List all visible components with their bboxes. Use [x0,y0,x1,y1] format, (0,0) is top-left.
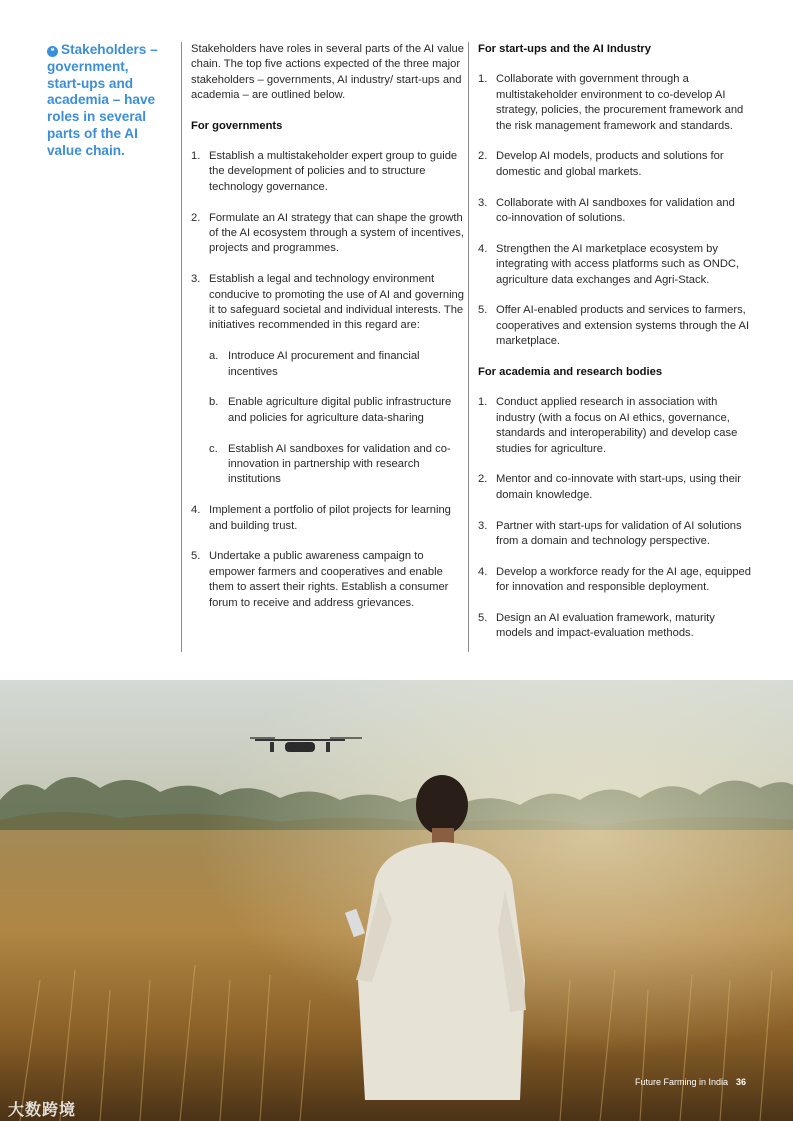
sub-list-item [209,442,468,488]
list-letter: c. [209,442,218,455]
list-item [478,72,753,134]
farmer-drone-photo [0,680,793,1121]
list-item-text: Formulate an AI strategy that can shape the growth of the AI ecosystem through a system of incentives, projects and programmes. [209,211,464,255]
watermark [8,1097,76,1120]
list-number: 1. [478,396,488,409]
list-item [478,196,753,227]
governments-column [181,42,468,652]
list-item [478,395,753,457]
list-number: 5. [191,550,201,563]
list-item [191,211,468,257]
list-item [478,611,753,642]
list-item-text: Partner with start-ups for validation of AI solutions from a domain and technology perspective. [496,519,742,548]
pull-quote-text: Stakeholders – government, start-ups and academia – have roles in several parts of the AI value chain. [47,42,158,158]
quote-icon: ❝ [47,46,58,57]
list-item [191,272,468,488]
list-item-text: Establish a legal and technology environment conducive to promoting the use of AI and governing it to safeguard societal and individual interests. The initiatives recommended in this regard are: [209,273,464,332]
startups-academia-column [468,42,753,652]
photo-illustration [0,680,793,1121]
list-item [478,242,753,288]
list-item [478,149,753,180]
sub-list-item-text: Establish AI sandboxes for validation and co-innovation in partnership with research institutions [228,442,451,486]
academia-heading: For academia and research bodies [478,366,663,379]
list-number: 4. [478,242,488,255]
list-item-text: Conduct applied research in association with industry (with a focus on AI ethics, governance, standards and interoperability) and develop case studies for agriculture. [496,396,738,455]
list-item-text: Collaborate with government through a multistakeholder environment to co-develop AI strategy, policies, the procurement framework and the risk management framework and standards. [496,73,744,132]
list-item [191,549,468,611]
intro-paragraph: Stakeholders have roles in several parts of the AI value chain. The top five actions expected of the three major stakeholders – governments, AI industry/ start-ups and academia – are outlined below. [191,43,465,102]
sub-list-item-text: Enable agriculture digital public infrastructure and policies for agriculture data-sharing [228,396,452,424]
list-number: 5. [478,304,488,317]
list-number: 2. [478,150,488,163]
list-number: 3. [478,519,488,532]
list-number: 3. [478,196,488,209]
startups-heading: For start-ups and the AI Industry [478,43,652,55]
list-letter: b. [209,396,219,409]
watermark-text: 大数跨境 [8,1102,77,1119]
list-number: 4. [478,565,488,578]
list-item [191,503,468,534]
startups-list [478,72,753,349]
sub-list-item [209,395,468,426]
sub-list [209,349,468,488]
list-item-text: Implement a portfolio of pilot projects for learning and building trust. [209,504,451,532]
page-number: 36 [735,1077,746,1087]
sub-list-item-text: Introduce AI procurement and financial incentives [228,350,420,378]
list-item-text: Develop AI models, products and solutions for domestic and global markets. [496,150,724,178]
list-letter: a. [209,350,219,363]
page-footer [635,1077,746,1087]
list-item [191,149,468,195]
list-number: 4. [191,504,201,517]
list-item-text: Offer AI-enabled products and services to farmers, cooperatives and extension systems through the AI marketplace. [496,304,750,348]
list-item-text: Design an AI evaluation framework, maturity models and impact-evaluation methods. [496,612,715,640]
governments-list [191,149,468,611]
list-item [478,519,753,550]
list-item [478,303,753,349]
list-number: 2. [191,211,201,224]
list-number: 3. [191,273,201,286]
list-number: 1. [191,150,201,163]
list-item-text: Mentor and co-innovate with start-ups, using their domain knowledge. [496,473,742,501]
list-item-text: Undertake a public awareness campaign to empower farmers and cooperatives and enable them to assert their rights. Establish a consumer forum to receive and address grievances. [209,550,449,609]
list-item [478,472,753,503]
list-number: 2. [478,473,488,486]
list-item-text: Develop a workforce ready for the AI age, equipped for innovation and responsible deployment. [496,565,751,594]
list-item-text: Collaborate with AI sandboxes for validation and co-innovation of solutions. [496,196,735,225]
list-item [478,565,753,596]
list-item-text: Strengthen the AI marketplace ecosystem by integrating with access platforms such as ONDC, agriculture data exchanges and Agri-Stack. [496,242,740,286]
academia-list [478,395,753,641]
list-number: 5. [478,612,488,625]
pull-quote [47,42,165,160]
list-number: 1. [478,73,488,86]
footer-title: Future Farming in India [634,1077,728,1087]
governments-heading: For governments [191,119,283,132]
sub-list-item [209,349,468,380]
list-item-text: Establish a multistakeholder expert group to guide the development of policies and to structure technology governance. [209,150,458,193]
